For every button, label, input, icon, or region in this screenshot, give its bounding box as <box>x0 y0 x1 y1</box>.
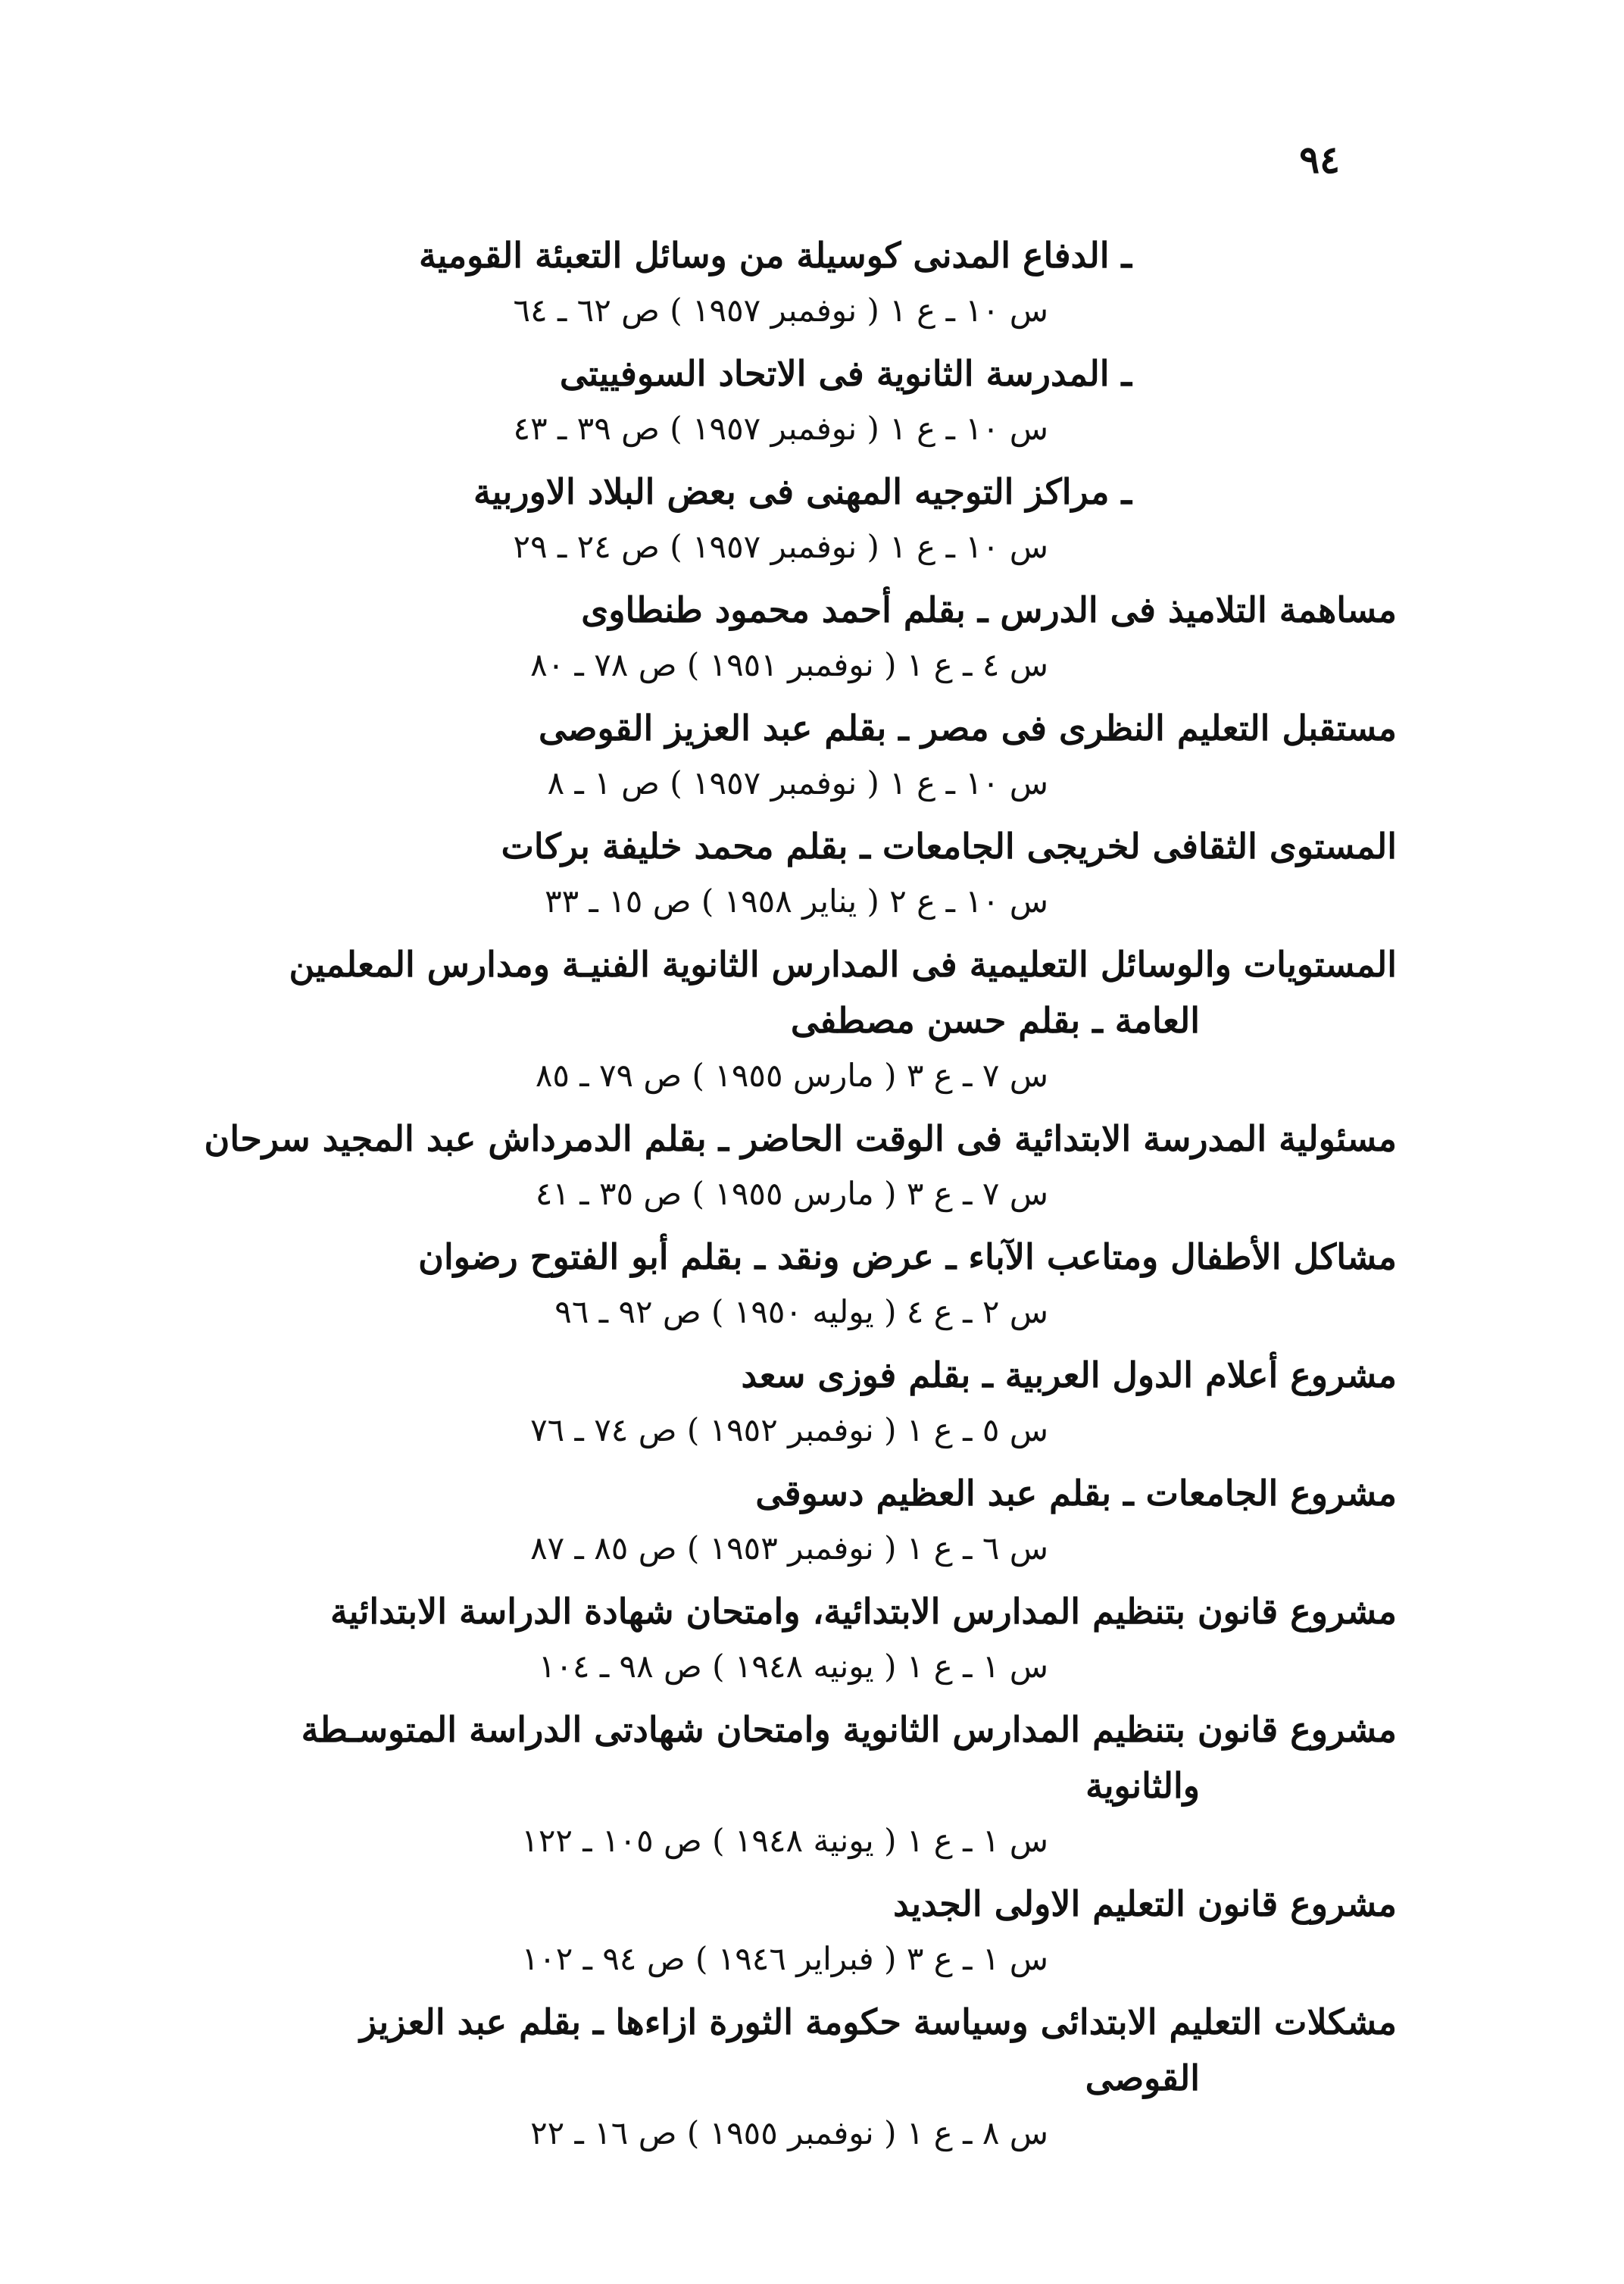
entry-reference: س ١٠ ـ ع ١ ( نوفمبر ١٩٥٧ ) ص ١ ـ ٨ <box>547 764 1048 801</box>
entry-title: مساهمة التلاميذ فى الدرس ـ بقلم أحمد محمود طنطاوى <box>581 589 1397 630</box>
entry-title-continuation: والثانوية <box>1085 1765 1200 1806</box>
entry-reference: س ١ ـ ع ١ ( يونيه ١٩٤٨ ) ص ٩٨ ـ ١٠٤ <box>538 1648 1048 1685</box>
index-entry <box>253 1994 1397 2161</box>
index-entry <box>253 936 1397 1103</box>
entry-title: مشروع قانون بتنظيم المدارس الثانوية وامتحان شهادتى الدراسة المتوسـطة <box>301 1709 1397 1750</box>
entry-title-continuation: القوصى <box>1085 2057 1200 2098</box>
entry-reference: س ٢ ـ ع ٤ ( يوليه ١٩٥٠ ) ص ٩٢ ـ ٩٦ <box>554 1293 1048 1330</box>
index-entry <box>253 818 1397 929</box>
page-number: ٩٤ <box>1299 137 1340 182</box>
entry-reference: س ١٠ ـ ع ٢ ( يناير ١٩٥٨ ) ص ١٥ ـ ٣٣ <box>545 883 1048 920</box>
index-entry <box>253 582 1397 692</box>
index-entry <box>253 227 1397 338</box>
entry-title: مشروع الجامعات ـ بقلم عبد العظيم دسوقى <box>755 1473 1397 1514</box>
entry-title: مشروع أعلام الدول العربية ـ بقلم فوزى سعد <box>741 1354 1397 1395</box>
entry-title: ـ مراكز التوجيه المهنى فى بعض البلاد الاوربية <box>473 471 1132 512</box>
entry-reference: س ٧ ـ ع ٣ ( مارس ١٩٥٥ ) ص ٣٥ ـ ٤١ <box>535 1175 1048 1212</box>
entry-title: مشروع قانون بتنظيم المدارس الابتدائية، وامتحان شهادة الدراسة الابتدائية <box>330 1591 1397 1632</box>
entry-title: مشاكل الأطفال ومتاعب الآباء ـ عرض ونقد ـ بقلم أبو الفتوح رضوان <box>418 1236 1397 1277</box>
index-entry <box>253 1876 1397 1986</box>
entry-title: المستويات والوسائل التعليمية فى المدارس الثانوية الفنيـة ومدارس المعلمين <box>289 944 1397 985</box>
entry-title: المستوى الثقافى لخريجى الجامعات ـ بقلم محمد خليفة بركات <box>501 826 1397 867</box>
entry-title: مستقبل التعليم النظرى فى مصر ـ بقلم عبد العزيز القوصى <box>539 708 1397 748</box>
index-entries <box>204 227 1397 2168</box>
entry-title: مشكلات التعليم الابتدائى وسياسة حكومة الثورة ازاءها ـ بقلم عبد العزيز <box>360 2001 1397 2042</box>
entry-reference: س ١٠ ـ ع ١ ( نوفمبر ١٩٥٧ ) ص ٦٢ ـ ٦٤ <box>513 292 1048 329</box>
entry-title: مسئولية المدرسة الابتدائية فى الوقت الحاضر ـ بقلم الدمرداش عبد المجيد سرحان <box>204 1118 1397 1159</box>
entry-reference: س ٨ ـ ع ١ ( نوفمبر ١٩٥٥ ) ص ١٦ ـ ٢٢ <box>530 2114 1048 2151</box>
index-entry <box>253 700 1397 811</box>
entry-title: ـ الدفاع المدنى كوسيلة من وسائل التعبئة القومية <box>418 235 1132 276</box>
entry-reference: س ١٠ ـ ع ١ ( نوفمبر ١٩٥٧ ) ص ٢٤ ـ ٢٩ <box>513 528 1048 565</box>
entry-title-continuation: العامة ـ بقلم حسن مصطفى <box>790 1000 1200 1041</box>
index-entry <box>253 1465 1397 1576</box>
entry-reference: س ١٠ ـ ع ١ ( نوفمبر ١٩٥٧ ) ص ٣٩ ـ ٤٣ <box>513 410 1048 447</box>
index-entry <box>253 1583 1397 1694</box>
entry-reference: س ١ ـ ع ١ ( يونية ١٩٤٨ ) ص ١٠٥ ـ ١٢٢ <box>521 1822 1048 1859</box>
index-entry <box>253 1701 1397 1868</box>
index-entry <box>204 1111 1397 1221</box>
entry-title: مشروع قانون التعليم الاولى الجديد <box>893 1883 1397 1924</box>
index-entry <box>253 1347 1397 1458</box>
index-entry <box>253 464 1397 574</box>
index-entry <box>253 345 1397 456</box>
entry-reference: س ٥ ـ ع ١ ( نوفمبر ١٩٥٢ ) ص ٧٤ ـ ٧٦ <box>530 1411 1048 1448</box>
entry-title: ـ المدرسة الثانوية فى الاتحاد السوفييتى <box>559 353 1132 394</box>
entry-reference: س ٤ ـ ع ١ ( نوفمبر ١٩٥١ ) ص ٧٨ ـ ٨٠ <box>530 646 1048 683</box>
index-entry <box>253 1229 1397 1339</box>
entry-reference: س ١ ـ ع ٣ ( فبراير ١٩٤٦ ) ص ٩٤ ـ ١٠٢ <box>521 1940 1048 1977</box>
entry-reference: س ٦ ـ ع ١ ( نوفمبر ١٩٥٣ ) ص ٨٥ ـ ٨٧ <box>530 1529 1048 1567</box>
entry-reference: س ٧ ـ ع ٣ ( مارس ١٩٥٥ ) ص ٧٩ ـ ٨٥ <box>535 1057 1048 1094</box>
